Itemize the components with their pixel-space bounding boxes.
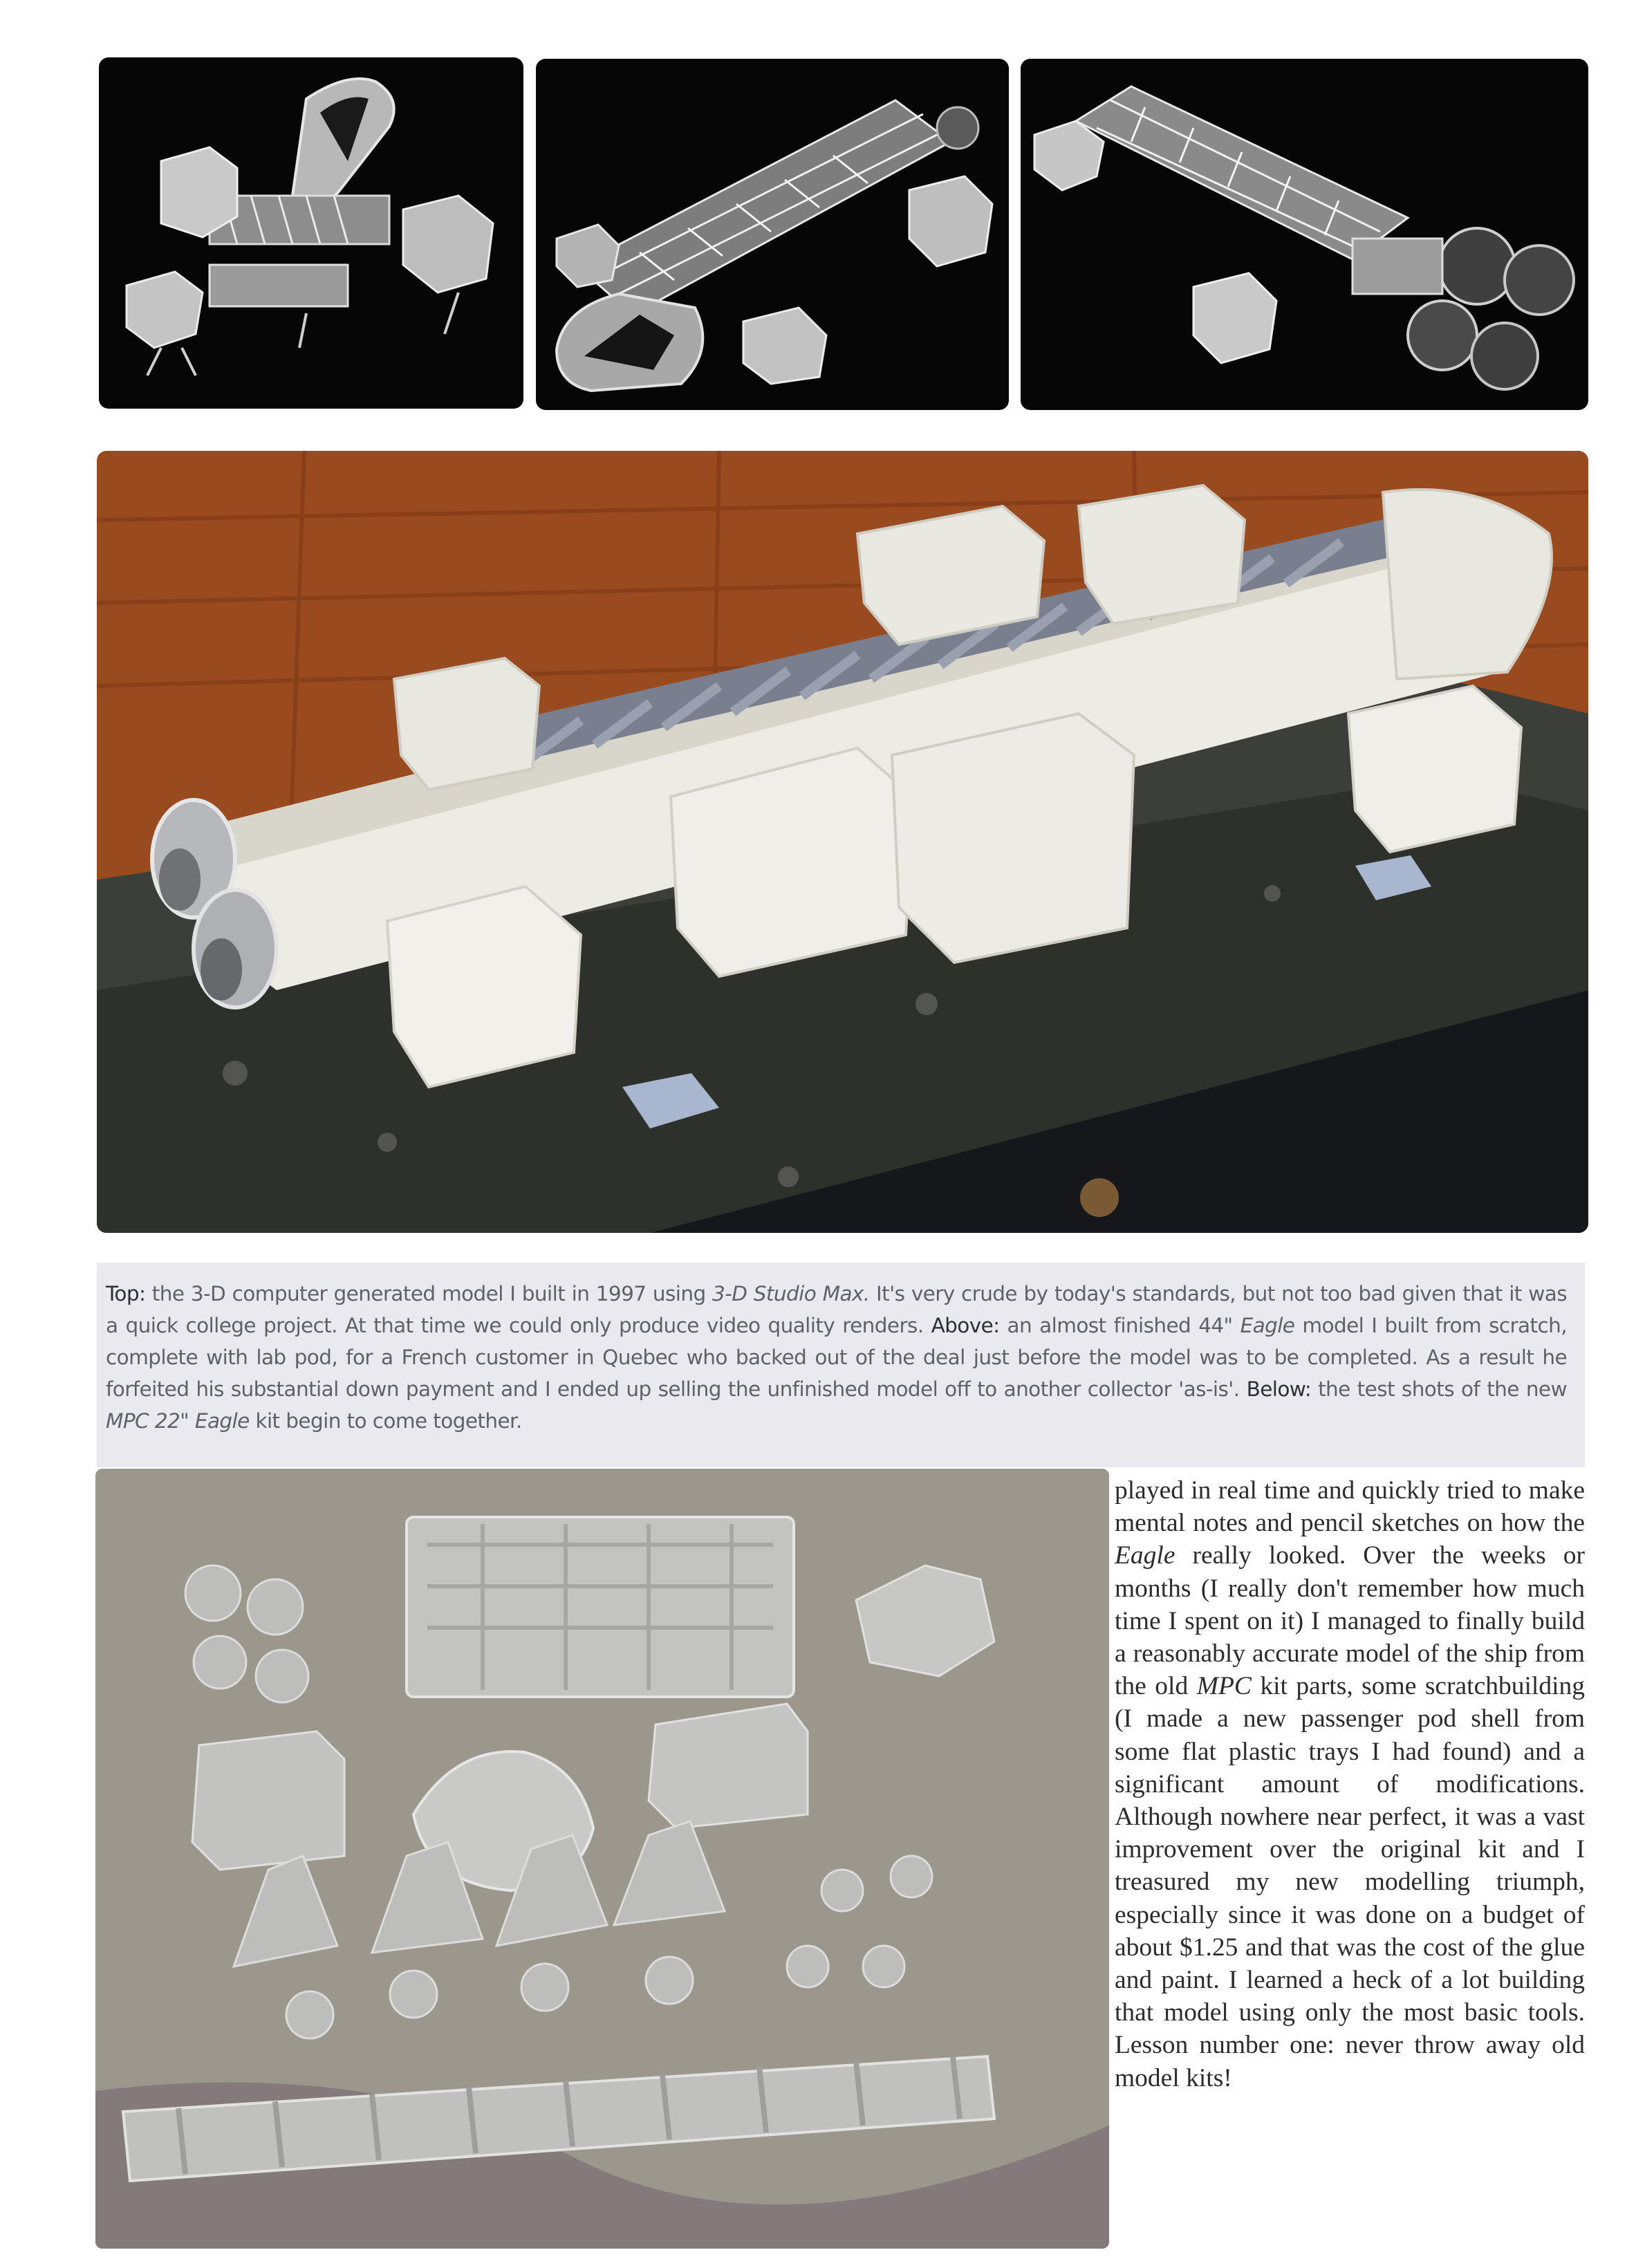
- caption-below-label: Below:: [1246, 1377, 1312, 1401]
- photo-caption: [97, 1263, 1585, 1467]
- caption-above-eagle: Eagle: [1240, 1314, 1295, 1337]
- caption-top-text-1: the 3-D computer generated model I built in 1997 using: [145, 1282, 713, 1305]
- render-photo-1: [99, 57, 523, 409]
- body-eagle: Eagle: [1115, 1541, 1175, 1570]
- caption-top-label: Top:: [106, 1282, 146, 1305]
- body-mpc: MPC: [1196, 1672, 1252, 1701]
- body-text-2: really looked. Over the weeks or months (I really don't remember how much time I spent on it) I managed to finally build a reasonably accurate model of the ship from the old: [1115, 1541, 1585, 1701]
- render-2-image: [536, 59, 1009, 410]
- body-column: [1115, 1474, 1585, 2094]
- render-3-image: [1021, 59, 1588, 410]
- eagle-model-photo: [97, 451, 1588, 1233]
- caption-below-text-2: kit begin to come together.: [249, 1409, 522, 1433]
- body-text-1: played in real time and quickly tried to make mental notes and pencil sketches on how the: [1115, 1476, 1585, 1538]
- body-text-3: kit parts, some scratchbuilding (I made a new passenger pod shell from some flat plastic trays I had found) and a significant amount of modifications. Although nowhere near perfect, it was a vast improvement over the original kit and I treasured my new modelling triumph, especially since it was done on a budget of about $1.25 and that was the cost of the glue and paint. I learned a heck of a lot building that model using only the most basic tools. Lesson number one: never throw away old model kits!: [1115, 1672, 1586, 2092]
- caption-top-software: 3-D Studio Max.: [712, 1282, 870, 1305]
- render-photo-3: [1021, 59, 1588, 410]
- kit-parts-photo: [95, 1469, 1109, 2249]
- eagle-model-image: [97, 451, 1588, 1233]
- caption-below-text-1: the test shots of the new: [1311, 1377, 1567, 1401]
- caption-above-text-1: an almost finished 44": [999, 1314, 1240, 1337]
- body-paragraph: [1115, 1474, 1585, 2094]
- caption-above-text-2: model I built from scratch, complete with lab pod, for a French customer in Quebec who backed out of the deal just before the model was to be completed. As a result he forfeited his substantial down payment and I ended up selling the unfinished model off to another collector 'as-is'.: [106, 1314, 1567, 1401]
- caption-below-kit: MPC 22" Eagle: [106, 1409, 250, 1433]
- caption-above-label: Above:: [931, 1314, 1000, 1337]
- caption-top-text-2: It's very crude by today's standards, but not too bad given that it was a quick college project. At that time we could only produce video quality renders.: [106, 1282, 1567, 1337]
- kit-parts-image: [95, 1469, 1109, 2249]
- render-photo-2: [536, 59, 1009, 410]
- render-1-image: [99, 57, 523, 409]
- caption-text: [106, 1278, 1567, 1437]
